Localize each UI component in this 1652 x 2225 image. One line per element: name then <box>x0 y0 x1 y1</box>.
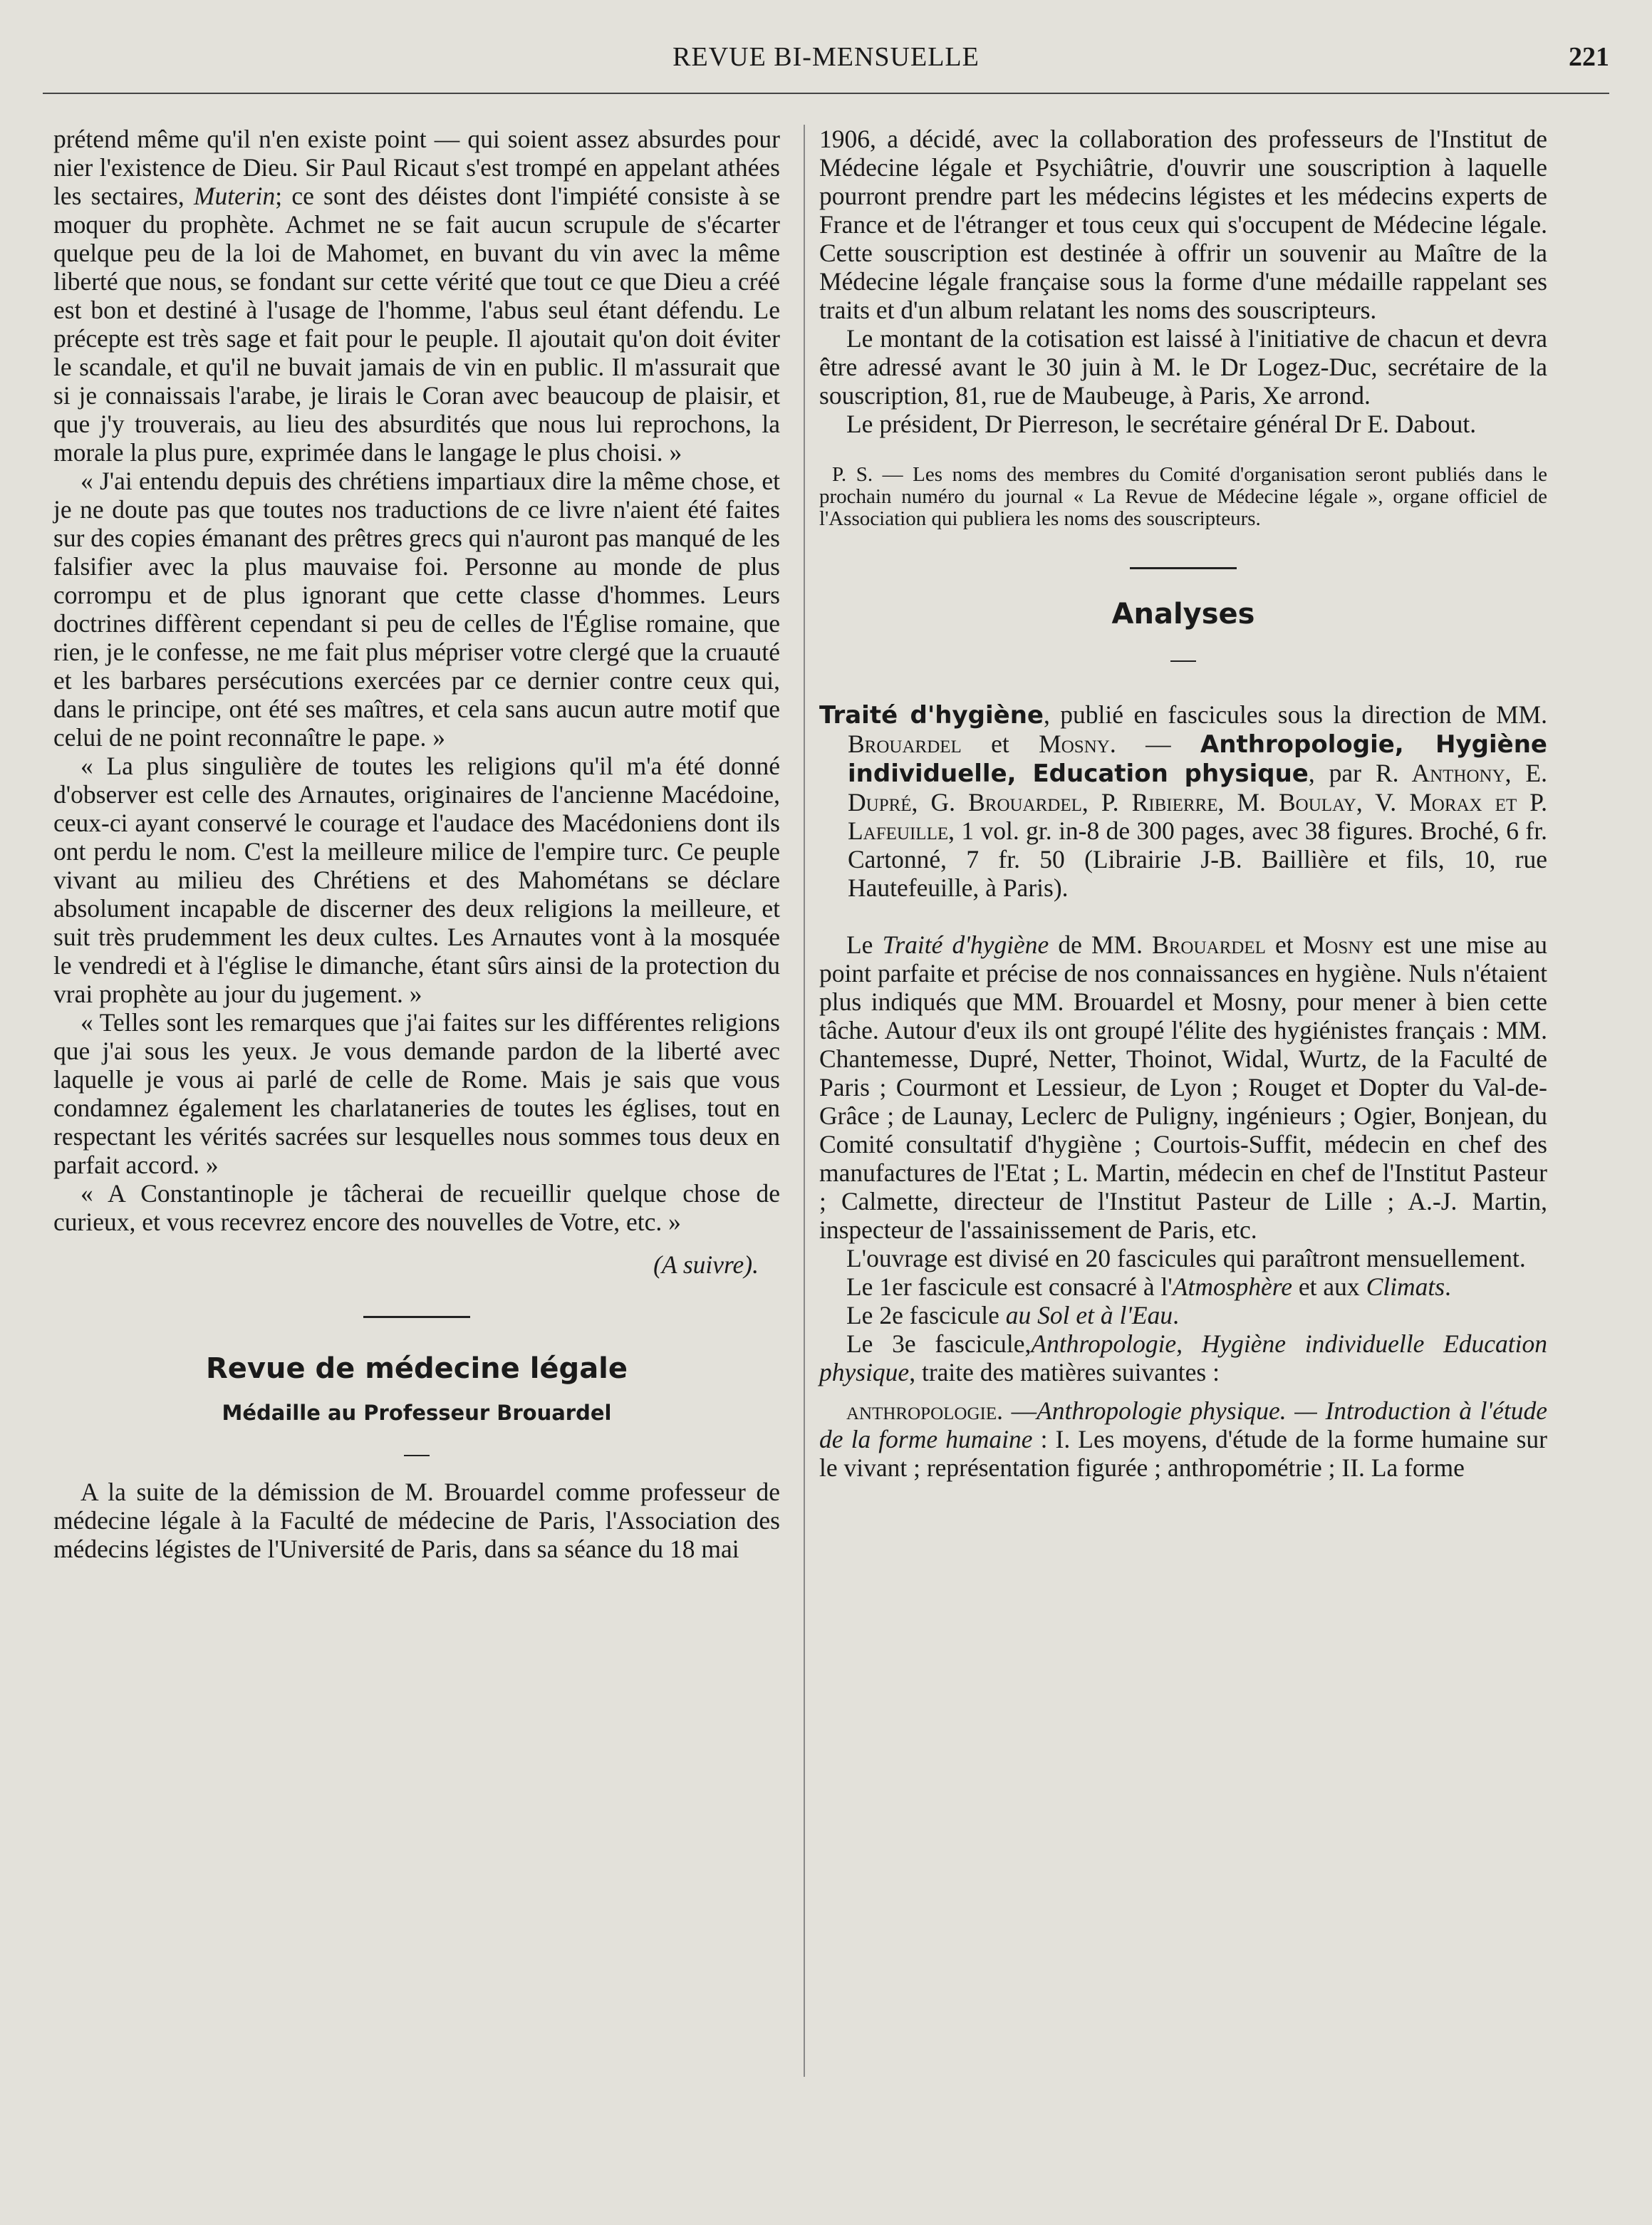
italic-term: Muterin <box>193 182 276 210</box>
paragraph: « J'ai entendu depuis des chrétiens impartiaux dire la même chose, et je ne doute pas que toutes nos traductions de ce livre n'aient été faites sur des copies émanant des prêtres grecs qui n'auront pas manqué de les falsifier avec la plus mauvaise foi. Personne au monde de plus corrompu et de plus ignorant que cette classe d'hommes. Leurs doctrines diffèrent cependant si peu de celles de l'Église romaine, que rien, je le confesse, ne me fait plus mépriser votre clergé que la cruauté et les barbares persécutions exercées par ce dernier contre ceux qui, dans le principe, ont été ses maîtres, et cela sans aucun autre motif que celui de ne point reconnaître le pape. » <box>53 467 780 752</box>
section-title-revue: Revue de médecine légale <box>205 1352 628 1385</box>
left-column <box>53 125 780 1563</box>
paragraph: « Telles sont les remarques que j'ai faites sur les différentes religions que j'ai sous les yeux. Je vous demande pardon de la liberté avec laquelle je vous ai parlé de celle de Rome. Mais je sais que vous condamnez également les charlataneries de toutes les églises, tout en respectant les vérités sacrées sur lesquelles nous sommes tous deux en parfait accord. » <box>53 1008 780 1179</box>
page-header <box>43 41 1609 84</box>
article-subtitle: Médaille au Professeur Brouardel <box>222 1401 612 1425</box>
column-divider <box>804 125 805 2077</box>
book-reference: Traité d'hygiène, publié en fascicules sous la direction de MM. Brouardel et Mosny. — Anthropologie, Hygiène individuelle, Education physique, par R. Anthony, E. Dupré, G. Brouardel, P. Ribierre, M. Boulay, V. Morax et P. Lafeuille, 1 vol. gr. in-8 de 300 pages, avec 38 figures. Broché, 6 fr. Cartonné, 7 fr. 50 (Librairie J-B. Baillière et fils, 10, rue Hautefeuille, à Paris). <box>819 700 1547 902</box>
running-title: REVUE BI-MENSUELLE <box>672 42 980 72</box>
paragraph: Le 1er fascicule est consacré à l'Atmosphère et aux Climats. <box>846 1272 1451 1301</box>
header-rule <box>43 93 1609 94</box>
paragraph: L'ouvrage est divisé en 20 fascicules qui paraîtront mensuellement. <box>846 1244 1526 1272</box>
postscript-note: P. S. — Les noms des membres du Comité d'organisation seront publiés dans le prochain numéro du journal « La Revue de Médecine légale », organe officiel de l'Association qui publiera les noms des souscripteurs. <box>819 463 1547 530</box>
paragraph: Le montant de la cotisation est laissé à l'initiative de chacun et devra être adressé avant le 30 juin à M. le Dr Logez-Duc, secrétaire de la souscription, 81, rue de Maubeuge, à Paris, Xe arrond. <box>819 324 1547 410</box>
section-title-analyses: Analyses <box>1111 598 1255 631</box>
page-number: 221 <box>1569 42 1609 72</box>
paragraph: Le 3e fascicule,Anthropologie, Hygiène individuelle Education physique, traite des matières suivantes : <box>819 1329 1547 1386</box>
paragraph: prétend même qu'il n'en existe point — qui soient assez absurdes pour nier l'existence de Dieu. Sir Paul Ricaut s'est trompé en appelant athées les sectaires, Muterin; ce sont des déistes dont l'impiété consiste à se moquer du prophète. Achmet ne se fait aucun scrupule de s'écarter quelque peu de la loi de Mahomet, en buvant du vin avec la même liberté que nous, se fondant sur cette vérité que tout ce que Dieu a créé est bon et destiné à l'usage de l'homme, l'abus seul étant défendu. Le précepte est très sage et fait pour le peuple. Il ajoutait qu'on doit éviter le scandale, et qu'il ne buvait jamais de vin en public. Il m'assurait que si je connaissais l'arabe, je lirais le Coran avec beaucoup de plaisir, et que j'y trouverais, au lieu des absurdités que nous lui reprochons, la morale la plus pure, exprimée dans le langage le plus choisi. » <box>53 125 780 467</box>
paragraph: « A Constantinople je tâcherai de recueillir quelque chose de curieux, et vous recevrez encore des nouvelles de Votre, etc. » <box>53 1179 780 1236</box>
paragraph: Le Traité d'hygiène de MM. Brouardel et Mosny est une mise au point parfaite et précise de nos connaissances en hygiène. Nuls n'étaient plus indiqués que MM. Brouardel et Mosny, pour mener à bien cette tâche. Autour d'eux ils ont groupé l'élite des hygiénistes français : MM. Chantemesse, Dupré, Netter, Thoinot, Widal, Wurtz, de la Faculté de Paris ; Courmont et Lessieur, de Lyon ; Rouget et Dopter du Val-de-Grâce ; de Launay, Leclerc de Puligny, ingénieurs ; Ogier, Bonjean, du Comité consultatif d'hygiène ; Courtois-Suffit, médecin en chef des manufactures de l'Etat ; L. Martin, médecin en chef de l'Institut Pasteur ; Calmette, directeur de l'Institut Pasteur de Lille ; A.-J. Martin, inspecteur de l'assainissement de Paris, etc. <box>819 930 1548 1244</box>
a-suivre: (A suivre). <box>653 1250 759 1279</box>
paragraph: Le président, Dr Pierreson, le secrétaire général Dr E. Dabout. <box>846 410 1477 438</box>
paragraph: 1906, a décidé, avec la collaboration des professeurs de l'Institut de Médecine légale et Psychiâtrie, d'ouvrir une souscription à laquelle pourront prendre part les médecins légistes et les médecins experts de France et de l'étranger et tous ceux qui s'occupent de Médecine légale. Cette souscription est destinée à offrir un souvenir au Maître de la Médecine légale française sous la forme d'une médaille rappelant ses traits et d'un album relatant les noms des souscripteurs. <box>819 125 1547 324</box>
paragraph: A la suite de la démission de M. Brouardel comme professeur de médecine légale à la Faculté de médecine de Paris, l'Association des médecins légistes de l'Université de Paris, dans sa séance du 18 mai <box>53 1478 780 1563</box>
paragraph: « La plus singulière de toutes les religions qu'il m'a été donné d'observer est celle des Arnautes, originaires de l'ancienne Macédoine, ceux-ci ayant conservé le courage et l'audace des Macédoniens dont ils ont perdu le nom. C'est la meilleure milice de l'empire turc. Ce peuple vivant au milieu des Chrétiens et des Mahométans se déclare absolument incapable de discerner des deux religions la meilleure, et suit très prudemment les deux cultes. Les Arnautes vont à la mosquée le vendredi et à l'église le dimanche, étant sûrs ainsi de la protection du vrai prophète au jour du jugement. » <box>53 752 780 1008</box>
paragraph: anthropologie. —Anthropologie physique. — Introduction à l'étude de la forme humaine : I. Les moyens, d'étude de la forme humaine sur le vivant ; représentation figurée ; anthropométrie ; II. La forme <box>819 1396 1548 1482</box>
right-column <box>819 125 1547 1482</box>
paragraph: Le 2e fascicule au Sol et à l'Eau. <box>846 1301 1179 1329</box>
